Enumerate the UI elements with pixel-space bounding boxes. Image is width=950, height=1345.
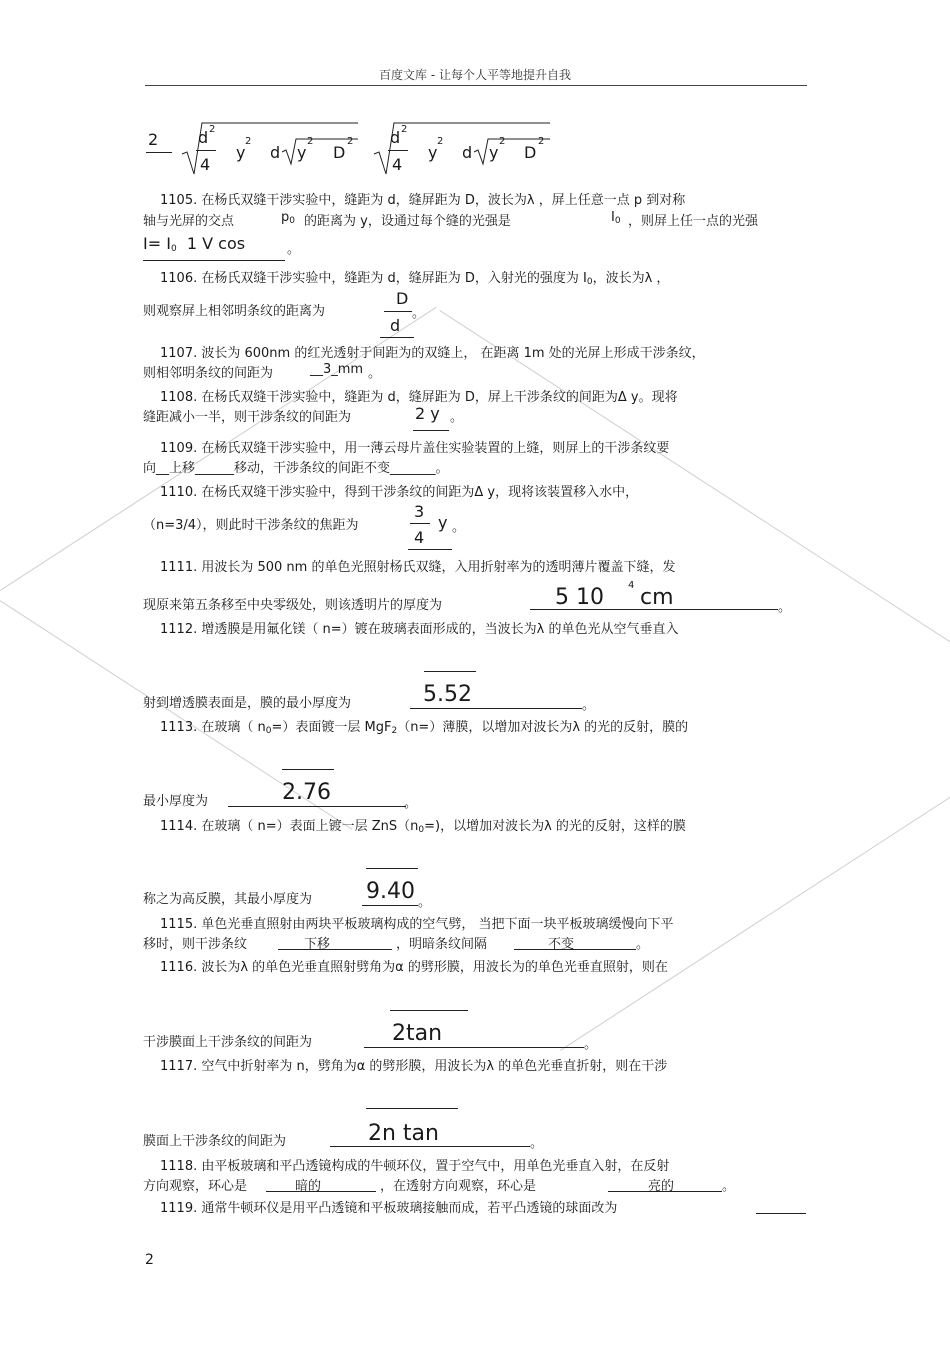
answer-1112: 5.52 xyxy=(423,682,472,707)
header-rule xyxy=(145,85,807,86)
answer-1106-numerator: D xyxy=(396,289,409,308)
page-header: 百度文库 - 让每个人平等地提升自我 xyxy=(379,68,571,82)
answer-1117: 2n tan xyxy=(368,1121,439,1146)
answer-1118-1: 暗的 xyxy=(295,1179,322,1194)
answer-1105: $I= I_0$ 1 V cos xyxy=(143,234,246,254)
answer-1108: 2 y xyxy=(415,404,440,423)
answer-1115-2: 不变 xyxy=(548,937,575,952)
answer-1116: 2tan xyxy=(392,1021,443,1046)
answer-1118-2: 亮的 xyxy=(648,1179,675,1194)
answer-1113: 2.76 xyxy=(282,780,331,805)
answer-1111: 5 10 xyxy=(555,585,604,610)
answer-1114: 9.40 xyxy=(366,879,415,904)
page-number: 2 xyxy=(145,1252,154,1268)
answer-1115-1: 下移 xyxy=(304,937,331,952)
answer-1110-numerator: 3 xyxy=(414,502,425,521)
answer-1107: __3_mm xyxy=(310,362,364,377)
answer-1110-denominator: 4 xyxy=(414,528,425,547)
answer-1106-denominator: d xyxy=(390,316,401,335)
answer-1109: 向__上移______移动，干涉条纹的间距不变_______。 xyxy=(143,461,449,476)
document-page: 百度文库 - 让每个人平等地提升自我 2 d 2 4 y 2 d y 2 D 2 d 2 4 y 2 d y 2 D 2 1105. 在杨氏双缝干涉实验中，缝距为 d，缝屏距为 D，波长为λ ，屏上任意一点 p 到对称 轴与光屏的交点 $p_0$ 的距离为 y，设通过每个缝的光强是 $I_0$ ，则屏上任一点的光强 $I= I_0$ 1 V cos 。 1106. 在杨氏双缝干涉实验中，缝距为 d，缝屏距为 D，入射光的强度为 $I_0$，波长为λ ， 则观察屏上相邻明条纹的距离为 D d 。 1107. 波长为 600nm 的红光透射于间距为的双缝上， 在距离 1m 处的光屏上形成干涉条纹， 则相邻明条纹的间距为 __3_mm 。 1108. 在杨氏双缝干涉实验中，缝距为 d，缝屏距为 D，屏上干涉条纹的间距为Δ y。现将 缝距减小一半，则干涉条纹的间距为 2 y 。 1109. 在杨氏双缝干涉实验中，用一薄云母片盖住实验装置的上缝，则屏上的干涉条纹要 向__上移______移动，干涉条纹的间距不变_______。 1110. 在杨氏双缝干涉实验中，得到干涉条纹的间距为Δ y，现将该装置移入水中， （n=3/4），则此时干涉条纹的焦距为 3 4 y 。 1111. 用波长为 500 nm 的单色光照射杨氏双缝，入用折射率为的透明薄片覆盖下缝，发 现原来第五条移至中央零级处，则该透明片的厚度为 5 10 4 cm 。 1112. 增透膜是用氟化镁（ n=）镀在玻璃表面形成的，当波长为λ 的单色光从空气垂直入 射到增透膜表面是，膜的最小厚度为 5.52 。 1113. 在玻璃（ $n_0=$）表面镀一层 MgF$_2$（n=）薄膜，以增加对波长为λ 的光的反射，膜的 最小厚度为 2.76 。 1114. 在玻璃（ n=）表面上镀一层 $ZnS(n_0=)$，以增加对波长为λ 的光的反射，这样的膜 称之为高反膜，其最小厚度为 9.40 。 1115. 单色光垂直照射由两块平板玻璃构成的空气劈， 当把下面一块平板玻璃缓慢向下平 移时，则干涉条纹 下移 ，明暗条纹间隔 不变 。 1116. 波长为λ 的单色光垂直照射劈角为α 的劈形膜，用波长为的单色光垂直照射，则在 干涉膜面上干涉条纹的间距为 2tan 。 1117. 空气中折射率为 n，劈角为α 的劈形膜，用波长为λ 的单色光垂直折射，则在干涉 膜面上干涉条纹的间距为 2n tan 。 1118. 由平板玻璃和平凸透镜构成的牛顿环仪，置于空气中，用单色光垂直入射，在反射 方向观察，环心是 暗的 ，在透射方向观察，环心是 亮的 。 1119. 通常牛顿环仪是用平凸透镜和平板玻璃接触而成，若平凸透镜的球面改为 2 xyxy=(0,0,950,1345)
formula-numerator-two: 2 xyxy=(148,130,159,149)
